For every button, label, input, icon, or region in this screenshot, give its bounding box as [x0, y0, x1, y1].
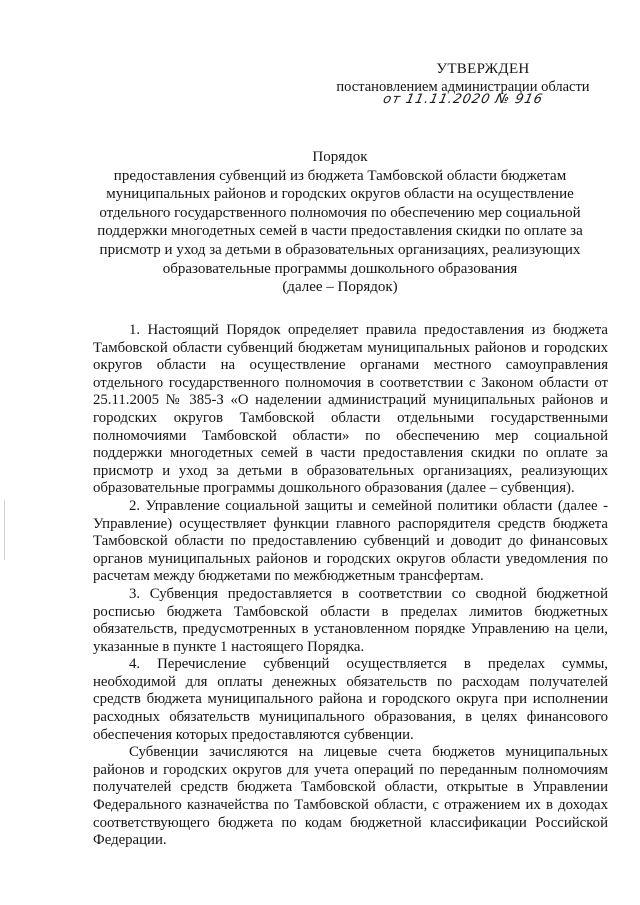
title-line: поддержки многодетных семей в части предоставления скидки по оплате за — [97, 223, 583, 240]
title-line: муниципальных районов и городских округов области на осуществление — [106, 186, 574, 203]
document-title-block — [70, 148, 610, 297]
handwritten-date-number: от 11.11.2020 № 916 — [381, 92, 545, 107]
approval-stamp-block — [318, 60, 608, 107]
document-heading: Порядок — [312, 149, 368, 165]
approved-label: УТВЕРЖДЕН — [436, 61, 530, 77]
title-line: предоставления субвенций из бюджета Тамбовской области бюджетам — [113, 167, 567, 184]
paragraph-4: 4. Перечисление субвенций осуществляется в пределах суммы, необходимой для оплаты денежных обязательств по расходам получателей средств бюджета муниципального района и городского округа при исполнении расходных обязательств муниципального образования, в целях финансового обеспечения которых предоставляются субвенции. — [93, 656, 608, 743]
title-line: присмотр и уход за детьми в образовательных организациях, реализующих — [99, 241, 581, 258]
paragraph-2: 2. Управление социальной защиты и семейной политики области (далее - Управление) осуществляет функции главного распорядителя средств бюджета Тамбовской области по предоставлению субвенций и доводит до финансовых органов муниципальных районов и городских округов области уведомления по расчетам между бюджетами по межбюджетным трансфертам. — [93, 497, 608, 585]
title-line: (далее – Порядок) — [282, 279, 398, 296]
title-line: образовательные программы дошкольного образования — [162, 260, 518, 277]
document-body — [93, 322, 608, 850]
approved-by-text: постановлением администрации области — [336, 79, 590, 95]
title-line: отдельного государственного полномочия по обеспечению мер социальной — [99, 204, 581, 221]
paragraph-3: 3. Субвенция предоставляется в соответствии со сводной бюджетной росписью бюджета Тамбовской области в пределах лимитов бюджетных обязательств, предусмотренных в установленном порядке Управлению на цели, указанные в пункте 1 настоящего Порядка. — [93, 585, 608, 655]
scan-edge-mark — [4, 500, 5, 560]
paragraph-1: 1. Настоящий Порядок определяет правила предоставления из бюджета Тамбовской области субвенций бюджетам муниципальных районов и городских округов области на осуществление органами местного самоуправления отдельного государственного полномочия в соответствии с Законом области от 25.11.2005 № 385-З «О наделении администраций муниципальных районов и городских округов Тамбовской области отдельными государственными полномочиями Тамбовской области» по обеспечению мер социальной поддержки многодетных семей в части предоставления скидки по оплате за присмотр и уход за детьми в образовательных организациях, реализующих образовательные программы дошкольного образования (далее – субвенция). — [93, 322, 608, 497]
paragraph-5: Субвенции зачисляются на лицевые счета бюджетов муниципальных районов и городских округов для учета операций по переданным полномочиям получателей средств бюджета Тамбовской области, открытые в Управлении Федерального казначейства по Тамбовской области, с отражением их в доходах соответствующего бюджета по кодам бюджетной классификации Российской Федерации. — [93, 744, 608, 849]
